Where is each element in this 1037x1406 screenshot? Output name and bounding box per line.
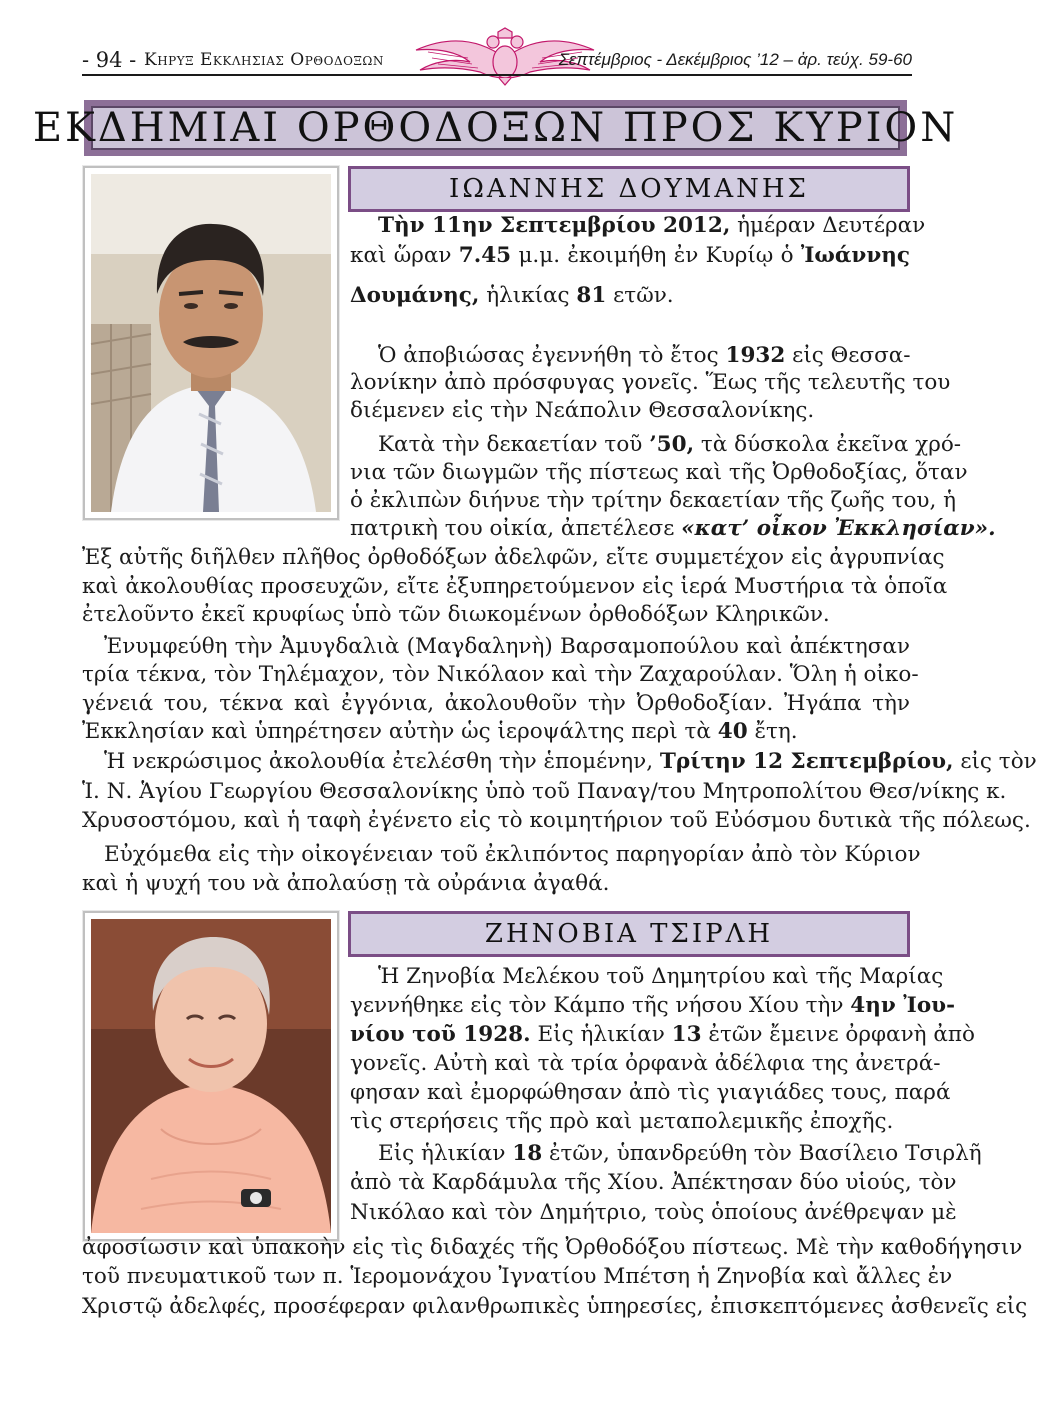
banner-title: ΕΚΔΗΜΙΑΙ ΟΡΘΟΔΟΞΩΝ ΠΡΟΣ ΚΥΡΙΟΝ — [32, 105, 959, 151]
text-line: γεννήθηκε εἰς τὸν Κάμπο τῆς νήσου Χίου τὴν 4ην Ἰου- — [350, 993, 955, 1018]
text-line: Ἡ Ζηνοβία Μελέκου τοῦ Δημητρίου καὶ τῆς Μαρίας — [378, 964, 944, 989]
banner-inner — [32, 105, 959, 151]
text-line: καὶ ὥραν 7.45 μ.μ. ἐκοιμήθη ἐν Κυρίῳ ὁ Ἰωάννης — [350, 243, 910, 268]
text-line: Ἡ νεκρώσιμος ἀκολουθία ἐτελέσθη τὴν ἑπομένην, Τρίτην 12 Σεπτεμβρίου, εἰς τὸν — [104, 749, 1037, 774]
text-line: γένειά του, τέκνα καὶ ἐγγόνια, ἀκολουθοῦν τὴν Ὀρθοδοξίαν. Ἠγάπα τὴν — [82, 691, 910, 716]
section-title-ioannis — [348, 166, 910, 212]
text-line: νια τῶν διωγμῶν τῆς πίστεως καὶ τῆς Ὀρθοδοξίας, ὅταν — [350, 460, 968, 485]
text-line: ἀφοσίωσιν καὶ ὑπακοὴν εἰς τὶς διδαχές τῆς Ὀρθοδόξου πίστεως. Μὲ τὴν καθοδήγησιν — [82, 1235, 1023, 1260]
text-line: Ἐνυμφεύθη τὴν Ἀμυγδαλιὰ (Μαγδαληνὴ) Βαρσαμοπούλου καὶ ἀπέκτησαν — [104, 634, 910, 659]
text-line: νίου τοῦ 1928. Εἰς ἡλικίαν 13 ἐτῶν ἔμεινε ὀρφανὴ ἀπὸ — [350, 1022, 975, 1047]
text-line: Κατὰ τὴν δεκαετίαν τοῦ ’50, τὰ δύσκολα ἐκεῖνα χρό- — [378, 432, 962, 457]
running-header — [82, 44, 912, 80]
name-heading: ΖΗΝΟΒΙΑ ΤΣΙΡΛΗ — [484, 919, 774, 949]
portrait-photo-zinovia — [83, 911, 339, 1241]
portrait-woman-image — [91, 919, 331, 1233]
text-line: διέμενεν εἰς τὴν Νεάπολιν Θεσσαλονίκης. — [350, 398, 815, 423]
text-line: Εἰς ἡλικίαν 18 ἐτῶν, ὑπανδρεύθη τὸν Βασίλειο Τσιρλῆ — [378, 1141, 982, 1166]
publication-title: Κηρυξ Εκκλησιας Ορθοδοξων — [144, 50, 384, 70]
text-line: τρία τέκνα, τὸν Τηλέμαχον, τὸν Νικόλαον καὶ τὴν Ζαχαρούλαν. Ὅλη ἡ οἰκο- — [82, 662, 919, 687]
section-title-zinovia — [348, 911, 910, 957]
text-line: Ἐξ αὐτῆς διῆλθεν πλῆθος ὀρθοδόξων ἀδελφῶν, εἴτε συμμετέχον εἰς ἀγρυπνίας — [82, 545, 945, 570]
portrait-photo-ioannis — [83, 166, 339, 520]
text-line: Δουμάνης, ἡλικίας 81 ετῶν. — [350, 283, 674, 308]
text-line: Εὐχόμεθα εἰς τὴν οἰκογένειαν τοῦ ἐκλιπόντος παρηγορίαν ἀπὸ τὸν Κύριον — [104, 842, 921, 867]
text-line: Χριστῷ ἀδελφές, προσέφεραν φιλανθρωπικὲς ὑπηρεσίες, ἐπισκεπτόμενες ἀσθενεῖς εἰς — [82, 1294, 1028, 1319]
text-line: Ἱ. Ν. Ἁγίου Γεωργίου Θεσσαλονίκης ὑπὸ τοῦ Παναγ/του Μητροπολίτου Θεσ/νίκης κ. — [82, 779, 1007, 804]
text-line: ὁ ἐκλιπὼν διήνυε τὴν τρίτην δεκαετίαν τῆς ζωῆς του, ἡ — [350, 488, 957, 513]
text-line: πατρικὴ του οἰκία, ἀπετέλεσε «κατ’ οἶκον Ἐκκλησίαν». — [350, 516, 996, 541]
text-line: Ὁ ἀποβιώσας ἐγεννήθη τὸ ἔτος 1932 εἰς Θεσσα- — [378, 343, 911, 368]
text-line: γονεῖς. Αὐτὴ καὶ τὰ τρία ὀρφανὰ ἀδέλφια της ἀνετρά- — [350, 1051, 941, 1076]
portrait-man-image — [91, 174, 331, 512]
text-line: τοῦ πνευματικοῦ των π. Ἱερομονάχου Ἰγνατίου Μπέτση ἡ Ζηνοβία καὶ ἄλλες ἐν — [82, 1264, 953, 1289]
header-rule — [82, 74, 912, 76]
text-line: τὶς στερήσεις τῆς πρὸ καὶ μεταπολεμικῆς ἐποχῆς. — [350, 1109, 894, 1134]
text-line: ἀπὸ τὰ Καρδάμυλα τῆς Χίου. Ἀπέκτησαν δύο υἱούς, τὸν — [350, 1170, 957, 1195]
text-line: Χρυσοστόμου, καὶ ἡ ταφὴ ἐγένετο εἰς τὸ κοιμητήριον τοῦ Εὐόσμου δυτικὰ τῆς πόλεως. — [82, 808, 1031, 833]
name-heading: ΙΩΑΝΝΗΣ ΔΟΥΜΑΝΗΣ — [449, 174, 809, 204]
issue-date: Σεπτέμβριος - Δεκέμβριος ’12 – ἀρ. τεύχ. 59-60 — [558, 50, 912, 69]
text-line: φησαν καὶ ἐμορφώθησαν ἀπὸ τὶς γιαγιάδες τους, παρά — [350, 1080, 951, 1105]
text-line: καὶ ἀκολουθίας προσευχῶν, εἴτε ἐξυπηρετούμενον εἰς ἱερά Μυστήρια τὰ ὁποῖα — [82, 574, 948, 599]
text-line: Τὴν 11ην Σεπτεμβρίου 2012, ἡμέραν Δευτέραν — [378, 213, 926, 238]
text-line: λονίκην ἀπὸ πρόσφυγας γονεῖς. Ἕως τῆς τελευτῆς του — [350, 370, 951, 395]
text-line: ἐτελοῦντο ἐκεῖ κρυφίως ὑπὸ τῶν διωκομένων ὀρθοδόξων Κληρικῶν. — [82, 602, 830, 627]
text-line: καὶ ἡ ψυχή του νὰ ἀπολαύσῃ τὰ οὐράνια ἀγαθά. — [82, 871, 610, 896]
text-line: Νικόλαο καὶ τὸν Δημήτριο, τοὺς ὁποίους ἀνέθρεψαν μὲ — [350, 1200, 957, 1225]
section-banner — [32, 100, 959, 156]
text-line: Ἐκκλησίαν καὶ ὑπηρέτησεν αὐτὴν ὡς ἱεροψάλτης περὶ τὰ 40 ἔτη. — [82, 719, 798, 744]
page-number: - 94 - — [82, 48, 137, 72]
